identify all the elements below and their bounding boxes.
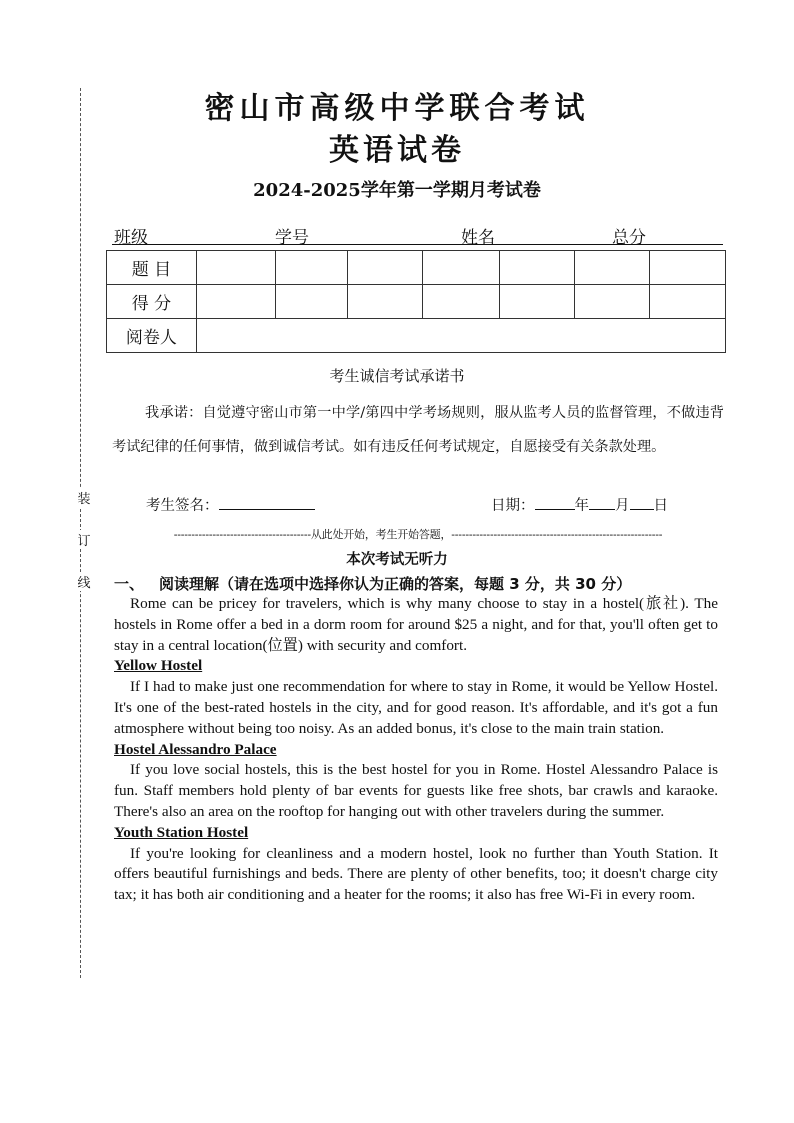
page-subject: 英语试卷 bbox=[329, 133, 465, 168]
section-title: 阅读理解（请在选项中选择你认为正确的答案，每题 3 分，共 30 分） bbox=[159, 575, 632, 593]
day-blank bbox=[630, 495, 654, 510]
total-score-label: 总分 bbox=[612, 228, 646, 248]
table-cell bbox=[650, 285, 726, 319]
hostel-description: If I had to make just one recommendation for where to stay in Rome, it would be Yellow Hostel. It's one of the best-rated hostels in the city, and for good reason. It's affordable, and it's got a fun atmosphere without being too noisy. As an added bonus, it's close to the main train station. bbox=[114, 678, 718, 737]
table-cell bbox=[347, 251, 422, 285]
table-header-cell: 题 目 bbox=[107, 251, 197, 285]
date-label: 日期： bbox=[491, 498, 535, 514]
no-listening-notice: 本次考试无听力 bbox=[346, 552, 448, 568]
table-cell bbox=[575, 285, 650, 319]
hostel-heading: Hostel Alessandro Palace bbox=[114, 740, 277, 758]
passage-intro: Rome can be pricey for travelers, which is why many choose to stay in a hostel(旅社). The hostels in Rome offer a bed in a dorm room for around $25 a night, and for that, you'll often get to stay in a central location(位置) with security and comfort. bbox=[114, 595, 718, 654]
pledge-body: 我承诺：自觉遵守密山市第一中学/第四中学考场规则，服从监考人员的监督管理，不做违背考试纪律的任何事情，做到诚信考试。如有违反任何考试规定，自愿接受有关条款处理。 bbox=[112, 405, 724, 455]
class-label: 班级 bbox=[114, 228, 148, 248]
name-label: 姓名 bbox=[461, 228, 495, 248]
table-header-cell: 阅卷人 bbox=[107, 319, 197, 353]
table-cell bbox=[650, 251, 726, 285]
hostel-heading: Yellow Hostel bbox=[114, 657, 203, 675]
month-label: 月 bbox=[615, 498, 630, 514]
answer-start-divider: ---------------------------------------从此处开始，考生开始答题，------------------------------------------------------------ bbox=[173, 528, 663, 541]
score-table bbox=[106, 250, 726, 353]
table-cell bbox=[499, 285, 574, 319]
date-field bbox=[491, 494, 668, 515]
signature-blank bbox=[219, 495, 315, 510]
binding-char: 订 bbox=[76, 530, 92, 549]
signature-label: 考生签名： bbox=[146, 498, 219, 514]
year-blank bbox=[535, 495, 575, 510]
table-cell bbox=[347, 285, 422, 319]
binding-char: 装 bbox=[76, 488, 92, 507]
table-cell bbox=[423, 285, 500, 319]
table-cell bbox=[196, 251, 275, 285]
table-header-cell: 得 分 bbox=[107, 285, 197, 319]
table-row bbox=[107, 319, 726, 353]
month-blank bbox=[589, 495, 615, 510]
table-row bbox=[107, 285, 726, 319]
binding-char: 线 bbox=[76, 572, 92, 591]
divider-text: 从此处开始，考生开始答题， bbox=[310, 528, 452, 541]
table-cell bbox=[575, 251, 650, 285]
hostel-description: If you're looking for cleanliness and a modern hostel, look no further than Youth Station. It offers beautiful furnishings and beds. There are plenty of other benefits, too; it doesn't charge city tax; it has both air conditioning and a heater for the rooms; it also has free Wi-Fi in every room. bbox=[114, 844, 718, 904]
table-cell bbox=[196, 285, 275, 319]
section-number: 一、 bbox=[114, 575, 145, 593]
table-cell bbox=[275, 285, 347, 319]
page-title: 密山市高级中学联合考试 bbox=[204, 91, 590, 126]
section-heading bbox=[114, 573, 631, 594]
exam-term: 2024-2025学年第一学期月考试卷 bbox=[253, 180, 541, 201]
student-number-label: 学号 bbox=[275, 228, 309, 248]
pledge-title: 考生诚信考试承诺书 bbox=[329, 367, 465, 385]
table-row bbox=[107, 251, 726, 285]
reading-passage bbox=[114, 594, 718, 906]
student-info-row bbox=[112, 222, 723, 248]
hostel-heading: Youth Station Hostel bbox=[114, 823, 249, 841]
year-label: 年 bbox=[574, 498, 589, 514]
day-label: 日 bbox=[653, 498, 668, 514]
signature-field bbox=[146, 494, 315, 515]
table-cell bbox=[196, 319, 725, 353]
table-cell bbox=[423, 251, 500, 285]
hostel-description: If you love social hostels, this is the best hostel for you in Rome. Hostel Alessandro Palace is fun. Staff members hold plenty of bar events for guests like free shots, bar crawls and karaoke. There's also an area on the rooftop for hanging out with other travelers during the summer. bbox=[114, 761, 718, 820]
table-cell bbox=[275, 251, 347, 285]
table-cell bbox=[499, 251, 574, 285]
